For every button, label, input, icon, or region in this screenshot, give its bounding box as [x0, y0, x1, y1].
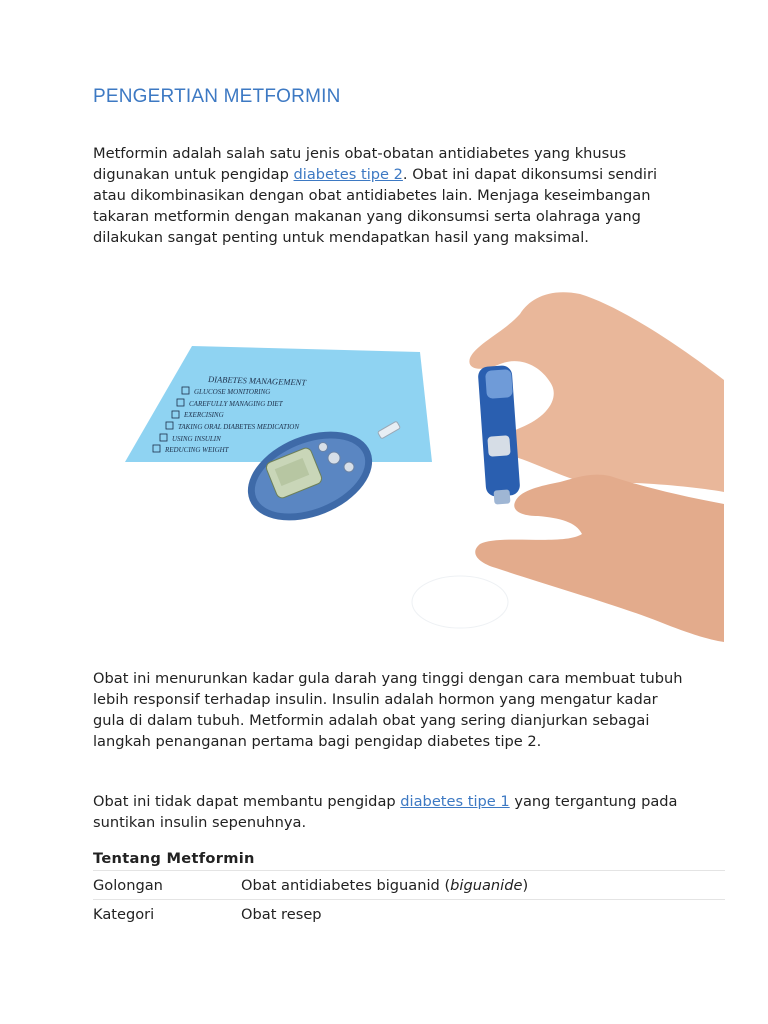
table-value	[241, 900, 725, 929]
table-value-suffix: )	[522, 876, 529, 894]
page-title: PENGERTIAN METFORMIN	[93, 86, 341, 107]
checklist-item: CAREFULLY MANAGING DIET	[189, 400, 283, 408]
table-key: Golongan	[93, 871, 241, 900]
table-value-text: Obat resep	[241, 905, 322, 923]
diabetes-tipe-1-link[interactable]: diabetes tipe 1	[400, 793, 510, 810]
intro-text-after: . Obat ini dapat dikonsumsi sendiri atau dikombinasikan dengan obat antidiabetes lain. Menjaga keseimbangan takaran metformin dengan makanan yang dikonsumsi serta olahraga yang dilakukan sangat penting untuk mendapatkan hasil yang maksimal.	[93, 166, 658, 246]
mechanism-paragraph: Obat ini menurunkan kadar gula darah yang tinggi dengan cara membuat tubuh lebih responsif terhadap insulin. Insulin adalah hormon yang mengatur kadar gula di dalam tubuh. Metformin adalah obat yang sering dianjurkan sebagai langkah penanganan pertama bagi pengidap diabetes tipe 2.	[93, 670, 683, 750]
table-title: Tentang Metformin	[93, 850, 255, 867]
limitation-text-after: yang tergantung pada suntikan insulin sepenuhnya.	[93, 793, 678, 831]
diabetes-illustration	[120, 286, 724, 650]
table-value-text: Obat antidiabetes biguanid (	[241, 876, 451, 894]
hands-with-lancet-icon	[412, 292, 724, 642]
checklist-item: TAKING ORAL DIABETES MEDICATION	[178, 423, 300, 431]
info-table	[93, 870, 725, 928]
table-value-italic: biguanide	[450, 876, 523, 894]
intro-text-before: Metformin adalah salah satu jenis obat-obatan antidiabetes yang khusus digunakan untuk pengidap	[93, 145, 627, 183]
limitation-paragraph	[93, 791, 693, 833]
checklist-item: REDUCING WEIGHT	[165, 446, 229, 454]
checklist-item: GLUCOSE MONITORING	[194, 388, 271, 396]
limitation-text-before: Obat ini tidak dapat membantu pengidap	[93, 793, 401, 810]
checklist-item: EXERCISING	[184, 411, 224, 419]
card-title: DIABETES MANAGEMENT	[207, 374, 307, 388]
intro-paragraph	[93, 143, 693, 248]
table-value	[241, 871, 725, 900]
table-key: Kategori	[93, 900, 241, 929]
diabetes-tipe-2-link[interactable]: diabetes tipe 2	[293, 166, 403, 183]
table-row	[93, 900, 725, 929]
table-row	[93, 871, 725, 900]
checklist-item: USING INSULIN	[172, 435, 221, 443]
